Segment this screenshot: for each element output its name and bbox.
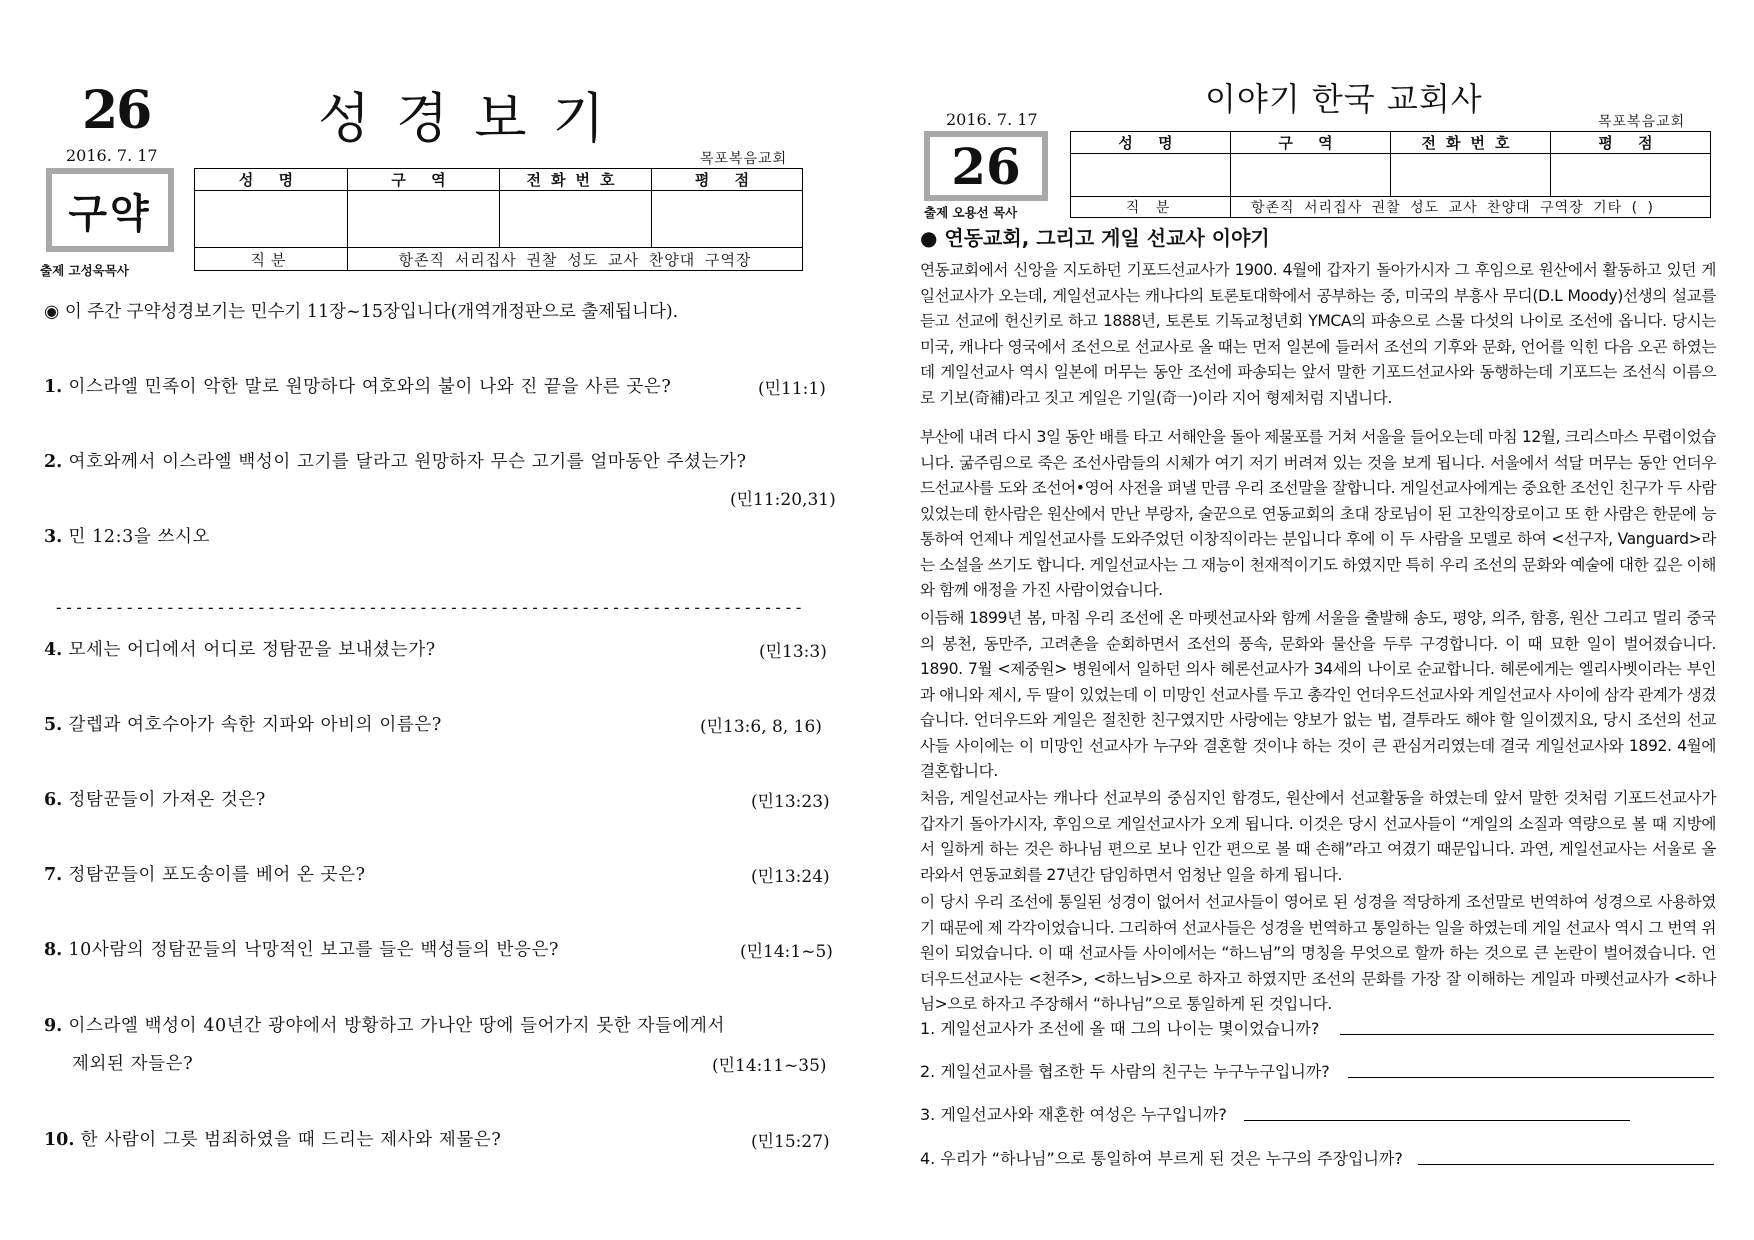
- question-4: 4. 모세는 어디에서 어디로 정탐꾼을 보내셨는가?: [44, 640, 436, 660]
- left-date: 2016. 7. 17: [66, 146, 158, 165]
- right-role-options[interactable]: 항존직 서리집사 권찰 성도 교사 찬양대 구역장 기타 ( ): [1231, 197, 1711, 218]
- right-header-score: 평 점: [1551, 132, 1711, 154]
- right-info-table: [1070, 131, 1711, 218]
- reference-6: (민13:23): [751, 792, 830, 812]
- story-paragraph-4: 처음, 게일선교사는 캐나다 선교부의 중심지인 함경도, 원산에서 선교활동을 하였는데 앞서 말한 것처럼 기포드선교사가 갑자기 돌아가시자, 후임으로 게일선교사가 오게 됩니다. 이것은 당시 선교사들이 “게일의 소질과 역량으로 볼 때 지방에서 일하게 하는 것은 하나님 편으로 보나 인간 편으로 볼 때 손해”라고 여겼기 때문입니다. 과연, 게일선교사는 서울로 올라와서 연동교회를 27년간 담임하면서 엄청난 일을 하게 됩니다.: [920, 789, 1716, 884]
- header-name: 성 명: [195, 169, 348, 191]
- role-label: 직분: [195, 248, 348, 271]
- reference-4: (민13:3): [759, 642, 827, 662]
- right-author: 출제 오용선 목사: [924, 205, 1018, 220]
- right-score-field[interactable]: [1551, 154, 1711, 197]
- role-options[interactable]: 항존직 서리집사 권찰 성도 교사 찬양대 구역장: [348, 248, 803, 271]
- right-church-name: 목포복음교회: [1598, 114, 1686, 130]
- question-1: 1. 이스라엘 민족이 악한 말로 원망하다 여호와의 불이 나와 진 끝을 사른 곳은?: [44, 377, 672, 397]
- question-6: 6. 정탐꾼들이 가져온 것은?: [44, 790, 266, 810]
- section-title: ● 연동교회, 그리고 게일 선교사 이야기: [920, 226, 1270, 250]
- left-issue-number: 26: [82, 80, 151, 141]
- story-question-1: 1. 게일선교사가 조선에 올 때 그의 나이는 몇이었습니까?: [920, 1019, 1320, 1038]
- reference-10: (민15:27): [751, 1132, 830, 1152]
- question-9: 9. 이스라엘 백성이 40년간 광야에서 방황하고 가나안 땅에 들어가지 못한 자들에게서: [44, 1016, 726, 1036]
- right-page-title: 이야기 한국 교회사: [1205, 80, 1483, 118]
- reference-8: (민14:1~5): [740, 942, 833, 962]
- header-score: 평 점: [652, 169, 803, 191]
- story-question-2: 2. 게일선교사를 협조한 두 사람의 친구는 누구누구입니까?: [920, 1062, 1330, 1081]
- divider-dashes: --------------------------------------------------------------------------: [54, 598, 804, 617]
- right-role-label: 직 분: [1071, 197, 1231, 218]
- question-3: 3. 민 12:3을 쓰시오: [44, 527, 211, 547]
- right-header-district: 구 역: [1231, 132, 1391, 154]
- answer-line-2[interactable]: [1348, 1077, 1714, 1078]
- story-question-3: 3. 게일선교사와 재혼한 여성은 누구입니까?: [920, 1105, 1227, 1124]
- question-10: 10. 한 사람이 그릇 범죄하였을 때 드리는 제사와 제물은?: [44, 1130, 502, 1150]
- left-info-table: [194, 168, 803, 271]
- reference-7: (민13:24): [751, 867, 830, 887]
- right-issue-number: 26: [951, 136, 1021, 196]
- question-2: 2. 여호와께서 이스라엘 백성이 고기를 달라고 원망하자 무슨 고기를 얼마동안 주셨는가?: [44, 452, 747, 472]
- answer-line-4[interactable]: [1418, 1164, 1714, 1165]
- story-paragraph-2: 부산에 내려 다시 3일 동안 배를 타고 서해안을 돌아 제물포를 거쳐 서울을 들어오는데 마침 12월, 크리스마스 무렵이었습니다. 굶주림으로 죽은 조선사람들의 시체가 여기 저기 버려져 있는 것을 보게 됩니다. 서울에서 석달 머무는 동안 언더우드선교사를 도와 조선어•영어 사전을 펴낼 만큼 우리 조선말을 잘합니다. 게일선교사에게는 중요한 조선인 친구가 두 사람 있었는데 한사람은 원산에서 만난 부랑자, 술꾼으로 연동교회의 초대 장로님이 된 고찬익장로이고 또 한 사람은 한문에 능통하여 언제나 게일선교사를 도와주었던 이창직이라는 분입니다 후에 이 두 사람을 모델로 하여 <선구자, Vanguard>라는 소설을 쓰기도 합니다. 게일선교사는 그 재능이 천재적이기도 하였지만 특히 우리 조선의 문화와 예술에 대한 깊은 이해와 함께 애정을 가진 사람이었습니다.: [920, 428, 1716, 599]
- right-phone-field[interactable]: [1391, 154, 1551, 197]
- left-church-name: 목포복음교회: [700, 151, 788, 167]
- district-field[interactable]: [348, 191, 500, 248]
- question-9-continuation: 제외된 자들은?: [72, 1054, 194, 1074]
- right-district-field[interactable]: [1231, 154, 1391, 197]
- question-8: 8. 10사람의 정탐꾼들의 낙망적인 보고를 들은 백성들의 반응은?: [44, 940, 559, 960]
- story-paragraph-5: 이 당시 우리 조선에 통일된 성경이 없어서 선교사들이 영어로 된 성경을 적당하게 조선말로 번역하여 성경으로 사용하였기 때문에 제 각각이었습니다. 그리하여 선교사들은 성경을 번역하고 통일하는 일을 하였는데 게일 선교사 역시 그 번역 위원이 되었습니다. 이 때 선교사들 사이에서는 “하느님”의 명칭을 무엇으로 할까 하는 것으로 큰 논란이 벌어졌습니다. 언더우드선교사는 <천주>, <하느님>으로 하자고 하였지만 조선의 문화를 가장 잘 이해하는 게일과 마펫선교사가 <하나님>으로 하자고 주장해서 “하나님”으로 통일하게 된 것입니다.: [920, 893, 1716, 1013]
- left-author: 출제 고성욱목사: [40, 263, 129, 278]
- answer-line-1[interactable]: [1340, 1034, 1714, 1035]
- right-name-field[interactable]: [1071, 154, 1231, 197]
- answer-line-3[interactable]: [1244, 1120, 1630, 1121]
- story-paragraph-1: 연동교회에서 신앙을 지도하던 기포드선교사가 1900. 4월에 갑자기 돌아가시자 그 후임으로 원산에서 활동하고 있던 게일선교사가 오는데, 게일선교사는 캐나다의 토론토대학에서 공부하는 중, 미국의 부흥사 무디(D.L Moody)선생의 설교를 듣고 선교에 헌신키로 하고 1888년, 토론토 기독교청년회 YMCA의 파송으로 스물 다섯의 나이로 조선에 옵니다. 당시는 미국, 캐나다 영국에서 조선으로 선교사로 올 때는 먼저 일본에 들러서 조선의 기후와 문화, 언어를 익힌 다음 오곤 하였는데 게일선교사 역시 일본에 머무는 동안 조선에 파송되는 앞서 말한 기포드선교사와 동행하는데 기포드는 조선식 이름으로 기보(奇補)라고 짓고 게일은 기일(奇一)이라 지어 형제처럼 지냅니다.: [920, 261, 1716, 407]
- reference-5: (민13:6, 8, 16): [700, 717, 822, 737]
- story-paragraph-3: 이듬해 1899년 봄, 마침 우리 조선에 온 마펫선교사와 함께 서울을 출발해 송도, 평양, 의주, 함흥, 원산 그리고 멀리 중국의 봉천, 동만주, 고려촌을 순회하면서 조선의 풍속, 문화와 물산을 두루 구경합니다. 이 때 묘한 일이 벌어졌습니다. 1890. 7월 <제중원> 병원에서 일하던 의사 헤론선교사가 34세의 나이로 순교합니다. 헤론에게는 엘리사벳이라는 부인과 애니와 제시, 두 딸이 있었는데 이 미망인 선교사를 두고 총각인 언더우드선교사와 게일선교사 사이에 삼각 관계가 생겼습니다. 언더우드와 게일은 절친한 친구였지만 사랑에는 양보가 없는 법, 결투라도 해야 할 일이겠지요, 당시 조선의 선교사들 사이에는 이 미망인 선교사가 누구와 결혼할 것이냐 하는 것이 큰 관심거리였는데 결국 게일선교사와 1892. 4월에 결혼합니다.: [920, 609, 1716, 780]
- notice-line: ◉ 이 주간 구약성경보기는 민수기 11장~15장입니다(개역개정판으로 출제됩니다).: [44, 302, 679, 322]
- right-date: 2016. 7. 17: [946, 110, 1038, 129]
- header-phone: 전화번호: [500, 169, 652, 191]
- right-issue-number-box: [924, 131, 1048, 201]
- phone-field[interactable]: [500, 191, 652, 248]
- right-header-phone: 전화번호: [1391, 132, 1551, 154]
- reference-9: (민14:11~35): [712, 1056, 827, 1076]
- left-page-title: 성경보기: [318, 87, 631, 150]
- question-7: 7. 정탐꾼들이 포도송이를 베어 온 곳은?: [44, 865, 366, 885]
- right-header-name: 성 명: [1071, 132, 1231, 154]
- score-field[interactable]: [652, 191, 803, 248]
- reference-1: (민11:1): [758, 379, 826, 399]
- testament-label-box: [46, 168, 174, 252]
- name-field[interactable]: [195, 191, 348, 248]
- question-5: 5. 갈렙과 여호수아가 속한 지파와 아비의 이름은?: [44, 715, 442, 735]
- testament-label: 구약: [68, 190, 152, 237]
- story-question-4: 4. 우리가 “하나님”으로 통일하여 부르게 된 것은 누구의 주장입니까?: [920, 1149, 1403, 1168]
- reference-2: (민11:20,31): [730, 490, 836, 510]
- header-district: 구 역: [348, 169, 500, 191]
